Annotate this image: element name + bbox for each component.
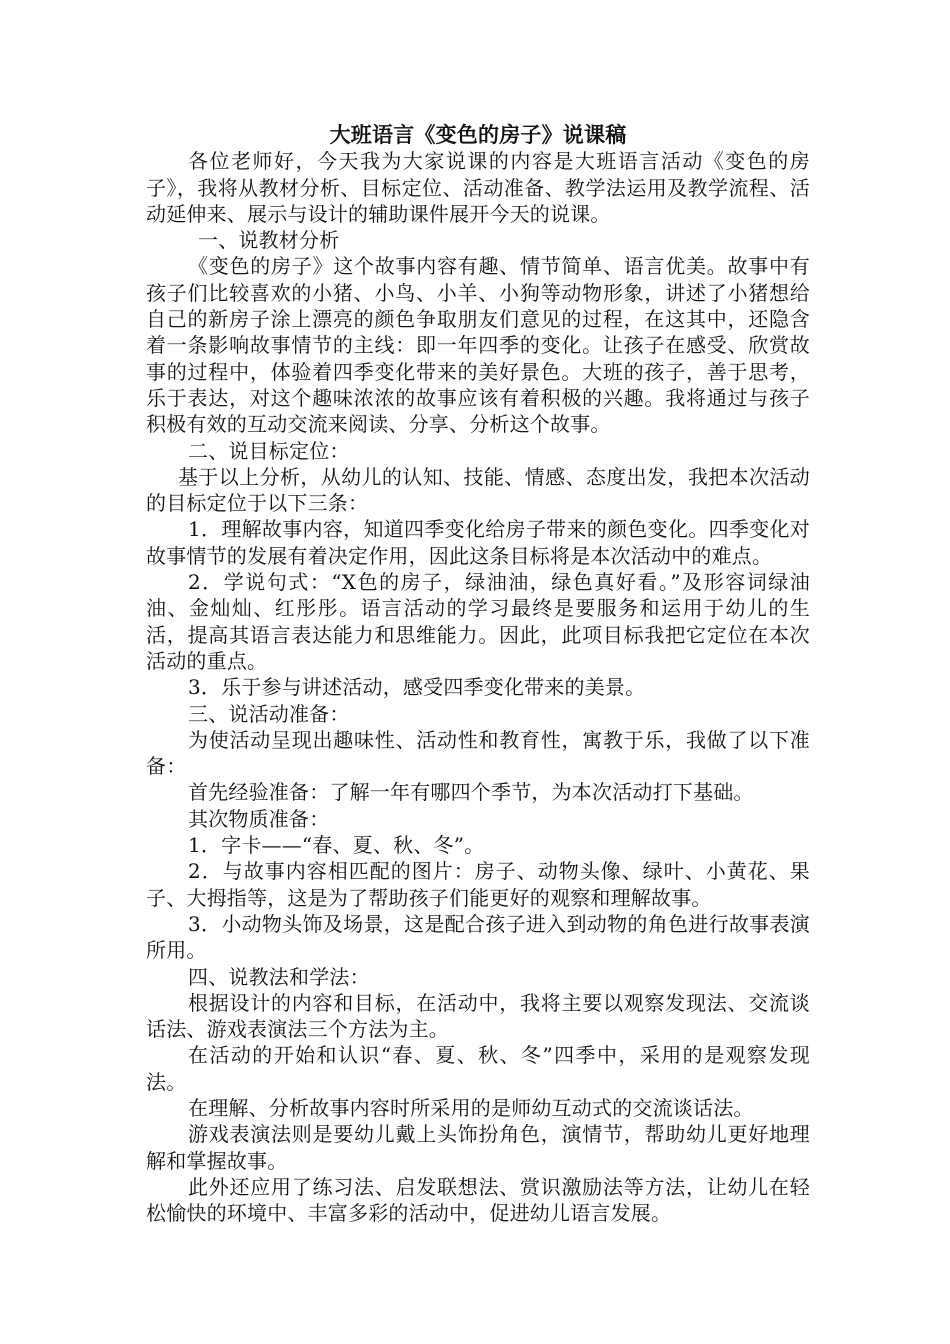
- paragraph-prep-experience: 首先经验准备：了解一年有哪四个季节，为本次活动打下基础。: [188, 780, 754, 805]
- paragraph-prep-2: 2．与故事内容相匹配的图片：房子、动物头像、绿叶、小黄花、果子、大拇指等，这是为了帮助孩子们能更好的观察和理解故事。: [146, 859, 810, 910]
- section-heading-1: 一、说教材分析: [198, 228, 340, 253]
- section-heading-3: 三、说活动准备：: [188, 701, 350, 726]
- paragraph-goal-intro: 基于以上分析，从幼儿的认知、技能、情感、态度出发，我把本次活动的目标定位于以下三条：: [146, 464, 810, 516]
- paragraph-method-observe: 在活动的开始和认识“春、夏、秋、冬”四季中，采用的是观察发现法。: [146, 1043, 810, 1094]
- section-heading-2: 二、说目标定位：: [188, 438, 350, 463]
- paragraph-method-other: 此外还应用了练习法、启发联想法、赏识激励法等方法，让幼儿在轻松愉快的环境中、丰富多彩的活动中，促进幼儿语言发展。: [146, 1174, 810, 1226]
- section-heading-4: 四、说教法和学法：: [188, 964, 370, 989]
- paragraph-goal-2: 2．学说句式：“X色的房子，绿油油，绿色真好看。”及形容词绿油油、金灿灿、红彤彤。语言活动的学习最终是要服务和运用于幼儿的生活，提高其语言表达能力和思维能力。因此，此项目标我把它定位在本次活动的重点。: [146, 570, 810, 673]
- paragraph-prep-material: 其次物质准备：: [188, 806, 330, 831]
- paragraph-prep-3: 3．小动物头饰及场景，这是配合孩子进入到动物的角色进行故事表演所用。: [146, 911, 810, 963]
- paragraph-prep-1: 1．字卡——“春、夏、秋、冬”。: [188, 833, 485, 858]
- document-body: [146, 122, 810, 1226]
- paragraph-prep-intro: 为使活动呈现出趣味性、活动性和教育性，寓教于乐，我做了以下准备：: [146, 727, 810, 779]
- paragraph-material: 《变色的房子》这个故事内容有趣、情节简单、语言优美。故事中有孩子们比较喜欢的小猪、小鸟、小羊、小狗等动物形象，讲述了小猪想给自己的新房子涂上漂亮的颜色争取朋友们意见的过程，在这其中，还隐含着一条影响故事情节的主线：即一年四季的变化。让孩子在感受、欣赏故事的过程中，体验着四季变化带来的美好景色。大班的孩子，善于思考，乐于表达，对这个趣味浓浓的故事应该有着积极的兴趣。我将通过与孩子积极有效的互动交流来阅读、分享、分析这个故事。: [146, 254, 810, 437]
- paragraph-method-play: 游戏表演法则是要幼儿戴上头饰扮角色，演情节，帮助幼儿更好地理解和掌握故事。: [146, 1122, 810, 1173]
- document-title: 大班语言《变色的房子》说课稿: [329, 122, 627, 147]
- paragraph-goal-3: 3．乐于参与讲述活动，感受四季变化带来的美景。: [188, 675, 646, 700]
- paragraph-goal-1: 1．理解故事内容，知道四季变化给房子带来的颜色变化。四季变化对故事情节的发展有着决定作用，因此这条目标将是本次活动中的难点。: [146, 517, 810, 568]
- paragraph-method-intro: 根据设计的内容和目标，在活动中，我将主要以观察发现法、交流谈话法、游戏表演法三个方法为主。: [146, 990, 810, 1042]
- paragraph-intro: 各位老师好，今天我为大家说课的内容是大班语言活动《变色的房子》，我将从教材分析、目标定位、活动准备、教学法运用及教学流程、活动延伸来、展示与设计的辅助课件展开今天的说课。: [146, 149, 810, 226]
- paragraph-method-talk: 在理解、分析故事内容时所采用的是师幼互动式的交流谈话法。: [188, 1095, 754, 1120]
